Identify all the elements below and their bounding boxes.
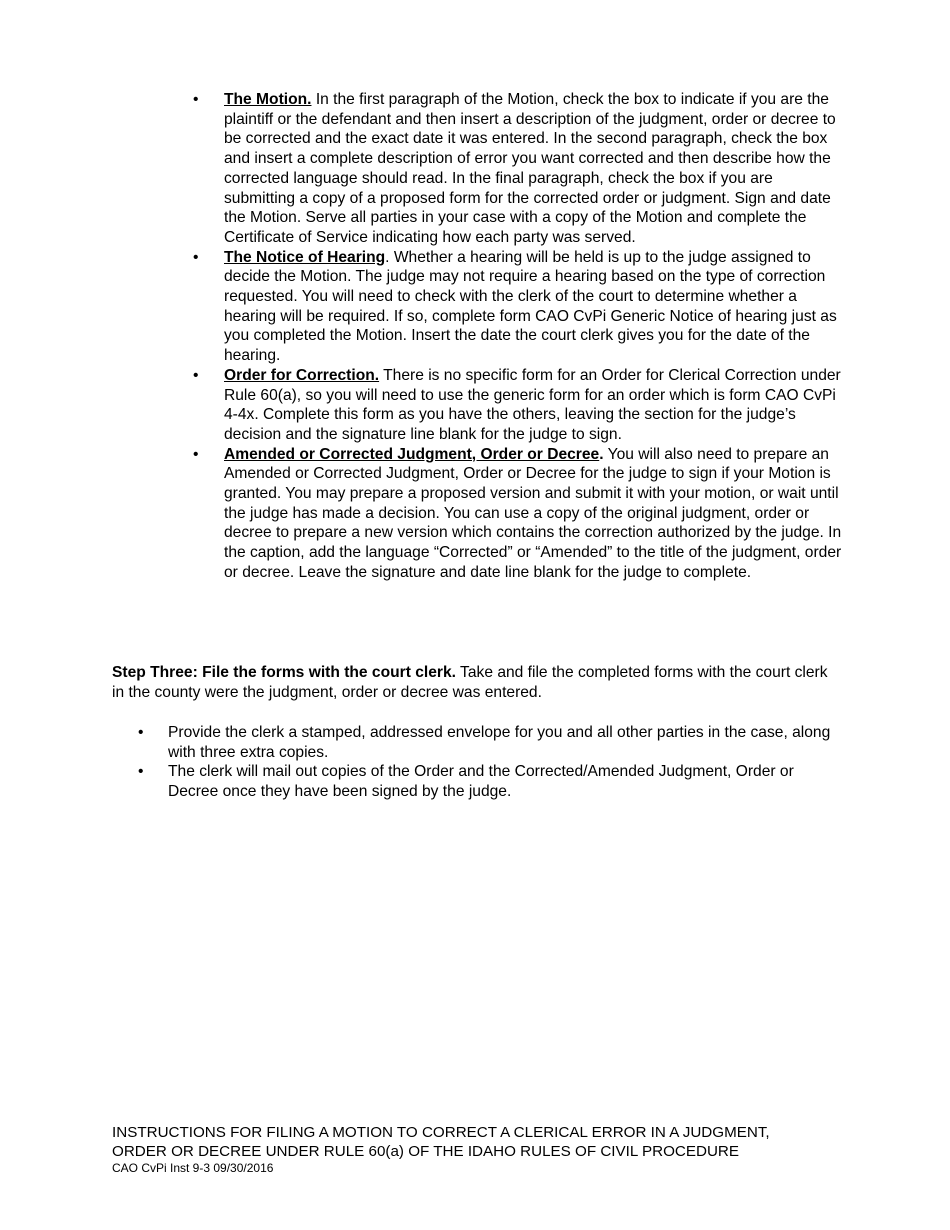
bullet-icon: • — [193, 248, 199, 266]
bullet-icon: • — [193, 445, 199, 463]
instruction-heading-tail: . — [385, 248, 390, 266]
step-three-item — [138, 762, 848, 801]
bullet-icon: • — [138, 763, 144, 781]
footer-title-line-2: ORDER OR DECREE UNDER RULE 60(a) OF THE IDAHO RULES OF CIVIL PROCEDURE — [112, 1142, 740, 1160]
bullet-icon: • — [138, 724, 144, 741]
instruction-motion — [193, 90, 843, 248]
instruction-heading: The Motion. — [224, 91, 312, 108]
page-footer — [112, 1124, 852, 1175]
step-three-item-text: Provide the clerk a stamped, addressed envelope for you and all other parties in the case, along with three extra copies. — [168, 724, 831, 761]
bullet-icon: • — [193, 366, 199, 384]
instruction-text: In the first paragraph of the Motion, check the box to indicate if you are the plaintiff or the defendant and then insert a description of the judgment, order or decree to be corrected and the exact date it was entered. In the second paragraph, check the box and insert a complete description of error you want corrected and then describe how the corrected language should read. In the final paragraph, check the box if you are submitting a copy of a proposed form for the corrected order or judgment. Sign and date the Motion. Serve all parties in your case with a copy of the Motion and complete the Certificate of Service indicating how each party was served. — [224, 91, 836, 246]
step-three-title: Step Three: File the forms with the court clerk. — [112, 664, 456, 681]
instruction-notice-of-hearing — [193, 248, 843, 366]
bullet-icon: • — [193, 91, 199, 108]
footer-form-code: CAO CvPi Inst 9-3 09/30/2016 — [112, 1161, 274, 1175]
instruction-text: Whether a hearing will be held is up to the judge assigned to decide the Motion. The judge may not require a hearing based on the type of correction requested. You will need to check with the clerk of the court to determine whether a hearing will be required. If so, complete form CAO CvPi Generic Notice of hearing just as you completed the Motion. Insert the date the court clerk gives you for the date of the hearing. — [224, 248, 837, 365]
instruction-heading: Order for Correction. — [224, 366, 380, 384]
instruction-text: There is no specific form for an Order for Clerical Correction under Rule 60(a), so you will need to use the generic form for an order which is form CAO CvPi 4-4x. Complete this form as you have the others, leaving the section for the judge’s decision and the signature line blank for the judge to sign. — [224, 366, 841, 443]
instruction-text: You will also need to prepare an Amended or Corrected Judgment, Order or Decree for the judge to sign if your Motion is granted. You may prepare a proposed version and submit it with your motion, or wait until the judge has made a decision. You can use a copy of the original judgment, order or decree to prepare a new version which contains the correction authorized by the judge. In the caption, add the language “Corrected” or “Amended” to the title of the judgment, order or decree. Leave the signature and date line blank for the judge to complete. — [224, 445, 842, 581]
step-three-paragraph — [112, 663, 842, 702]
footer-title-line-1: INSTRUCTIONS FOR FILING A MOTION TO CORRECT A CLERICAL ERROR IN A JUDGMENT, — [112, 1124, 770, 1141]
instruction-heading: The Notice of Hearing — [224, 248, 386, 266]
step-three-list — [138, 723, 848, 802]
step-three-item-text: The clerk will mail out copies of the Order and the Corrected/Amended Judgment, Order or Decree once they have been signed by the judge. — [168, 763, 794, 801]
instruction-heading: Amended or Corrected Judgment, Order or Decree — [224, 445, 600, 463]
step-three-item — [138, 723, 848, 762]
instruction-order-for-correction — [193, 366, 843, 445]
form-instructions-list — [193, 90, 843, 583]
instruction-heading-tail: . — [599, 445, 604, 463]
instruction-amended-judgment — [193, 445, 843, 583]
step-three-text: Take and file the completed forms with the court clerk in the county were the judgment, order or decree was entered. — [112, 664, 828, 701]
